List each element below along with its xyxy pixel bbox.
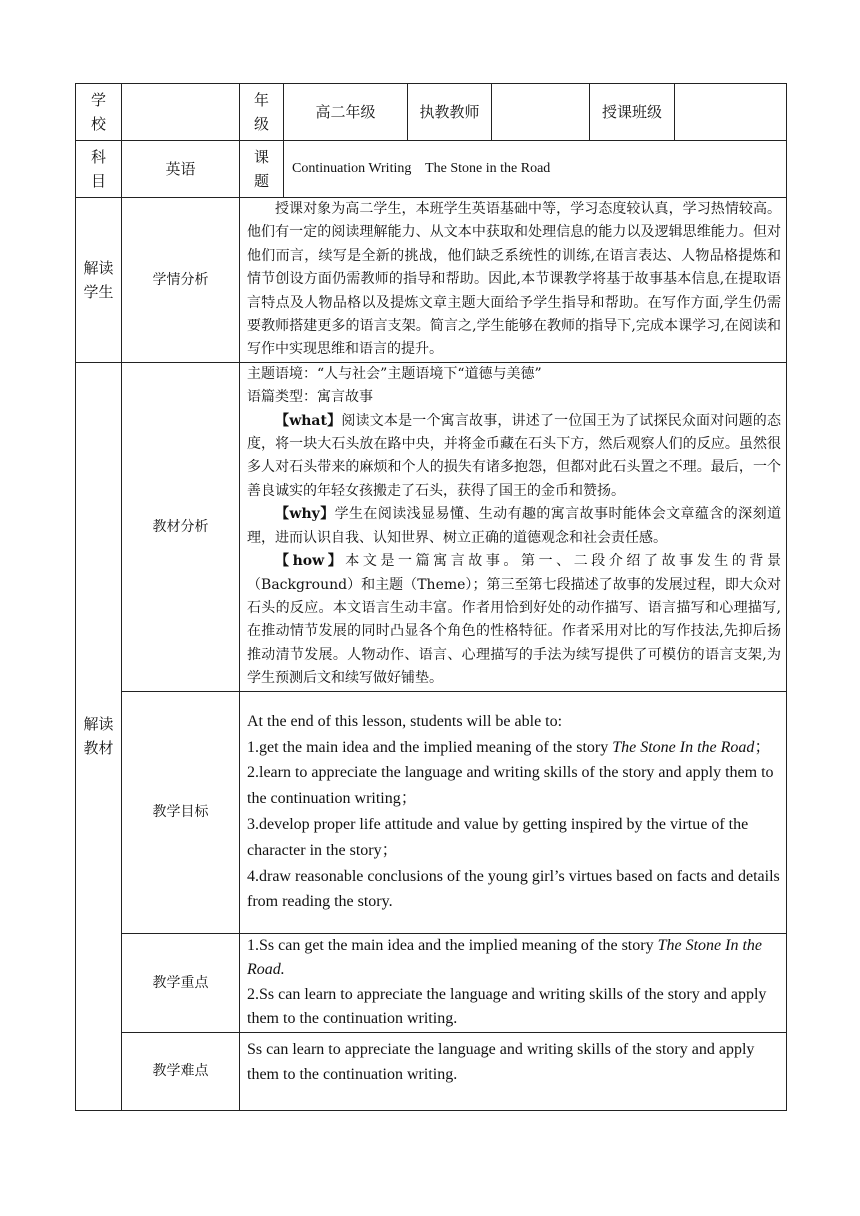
objectives-cell: [240, 691, 787, 933]
why-text: 学生在阅读浅显易懂、生动有趣的寓言故事时能体会文章蕴含的深刻道理，进而认识自我、认知世界、树立正确的道德观念和社会责任感。: [247, 506, 781, 546]
materials-analysis-cell: [240, 362, 787, 691]
why-tag: 【why】: [275, 506, 335, 523]
school-value: [122, 84, 240, 141]
objectives-label: 教学目标: [122, 691, 240, 933]
subject-label: 科 目: [76, 141, 122, 198]
objective-3: 3.develop proper life attitude and value by getting inspired by the virtue of the character in the story；: [247, 816, 749, 859]
objective-4: 4.draw reasonable conclusions of the young girl’s virtues based on facts and details from reading the story.: [247, 867, 780, 911]
difficulty-cell: [240, 1032, 787, 1110]
materials-analysis-row: [76, 362, 787, 691]
objective-1: [247, 735, 780, 761]
students-row-label: 学情分析: [122, 198, 240, 363]
students-row: [76, 198, 787, 363]
objective-1-end: ；: [754, 738, 771, 756]
lesson-plan-page: [75, 83, 786, 1111]
genre-line: 语篇类型：寓言故事: [247, 389, 373, 406]
why-paragraph: [247, 503, 781, 550]
how-tag: 【how】: [275, 553, 346, 570]
key-points-label: 教学重点: [122, 933, 240, 1032]
subject-value: 英语: [122, 141, 240, 198]
key-point-1: [247, 934, 780, 983]
topic-label: 课 题: [240, 141, 284, 198]
teacher-label: 执教教师: [408, 84, 492, 141]
grade-value: 高二年级: [284, 84, 408, 141]
key-point-2: 2.Ss can learn to appreciate the language and writing skills of the story and apply them to the continuation writing.: [247, 985, 767, 1028]
teacher-value: [492, 84, 590, 141]
story-title: The Stone In the Road: [612, 738, 755, 756]
what-paragraph: [247, 410, 781, 504]
materials-analysis-label: 教材分析: [122, 362, 240, 691]
objective-1-text: 1.get the main idea and the implied meaning of the story: [247, 738, 613, 756]
lesson-plan-table: [75, 83, 787, 1111]
difficulty-row: [76, 1032, 787, 1110]
how-paragraph: [247, 550, 781, 690]
key-points-row: [76, 933, 787, 1032]
how-text: 本文是一篇寓言故事。第一、二段介绍了故事发生的背景（Background）和主题（Theme）；第三至第七段描述了故事的发展过程，即大众对石头的反应。本文语言生动丰富。作者用恰到好处的动作描写、语言描写和心理描写,在推动情节发展的同时凸显各个角色的性格特征。作者采用对比的写作技法,先抑后扬推动清节发展。人物动作、语言、心理描写的手法为续写提供了可模仿的语言支架,为学生预测后文和续写做好铺垫。: [247, 553, 782, 687]
difficulty-text: Ss can learn to appreciate the language and writing skills of the story and apply them to the continuation writing.: [247, 1040, 755, 1084]
key-point-story-title: The Stone In the Road.: [247, 936, 762, 979]
header-row-1: [76, 84, 787, 141]
topic-value: Continuation Writing The Stone in the Road: [284, 141, 787, 198]
class-label: 授课班级: [590, 84, 675, 141]
what-tag: 【what】: [275, 412, 342, 429]
objectives-row: [76, 691, 787, 933]
grade-label: 年 级: [240, 84, 284, 141]
students-analysis-cell: [240, 198, 787, 363]
school-label: 学 校: [76, 84, 122, 141]
theme-line: 主题语境：“人与社会”主题语境下“道德与美德”: [247, 365, 542, 382]
objectives-intro: At the end of this lesson, students will be able to:: [247, 712, 563, 730]
class-value: [675, 84, 787, 141]
students-analysis-text: 授课对象为高二学生，本班学生英语基础中等，学习态度较认真，学习热情较高。他们有一定的阅读理解能力、从文本中获取和处理信息的能力以及逻辑思维能力。但对他们而言，续写是全新的挑战，他们缺乏系统性的训练,在语言表达、人物品格提炼和情节创设方面仍需教师的指导和帮助。因此,本节课教学将基于故事基本信息,在提取语言特点及人物品格以及提炼文章主题大面给予学生指导和帮助。在写作方面,学生仍需要教师搭建更多的语言支架。简言之,学生能够在教师的指导下,完成本课学习,在阅读和写作中实现思维和语言的提升。: [247, 201, 781, 358]
materials-section-label: 解读 教材: [76, 362, 122, 1110]
difficulty-label: 教学难点: [122, 1032, 240, 1110]
objective-2: 2.learn to appreciate the language and writing skills of the story and apply them to the continuation writing；: [247, 764, 774, 808]
students-section-label: 解读 学生: [76, 198, 122, 363]
header-row-2: [76, 141, 787, 198]
key-points-cell: [240, 933, 787, 1032]
what-text: 阅读文本是一个寓言故事，讲述了一位国王为了试探民众面对问题的态度，将一块大石头放在路中央，并将金币藏在石头下方，然后观察人们的反应。虽然很多人对石头带来的麻烦和个人的损失有诸多抱怨，但都对此石头置之不理。最后，一个善良诚实的年轻女孩搬走了石头，获得了国王的金币和赞扬。: [247, 412, 781, 499]
key-point-1-text: 1.Ss can get the main idea and the implied meaning of the story: [247, 936, 658, 954]
